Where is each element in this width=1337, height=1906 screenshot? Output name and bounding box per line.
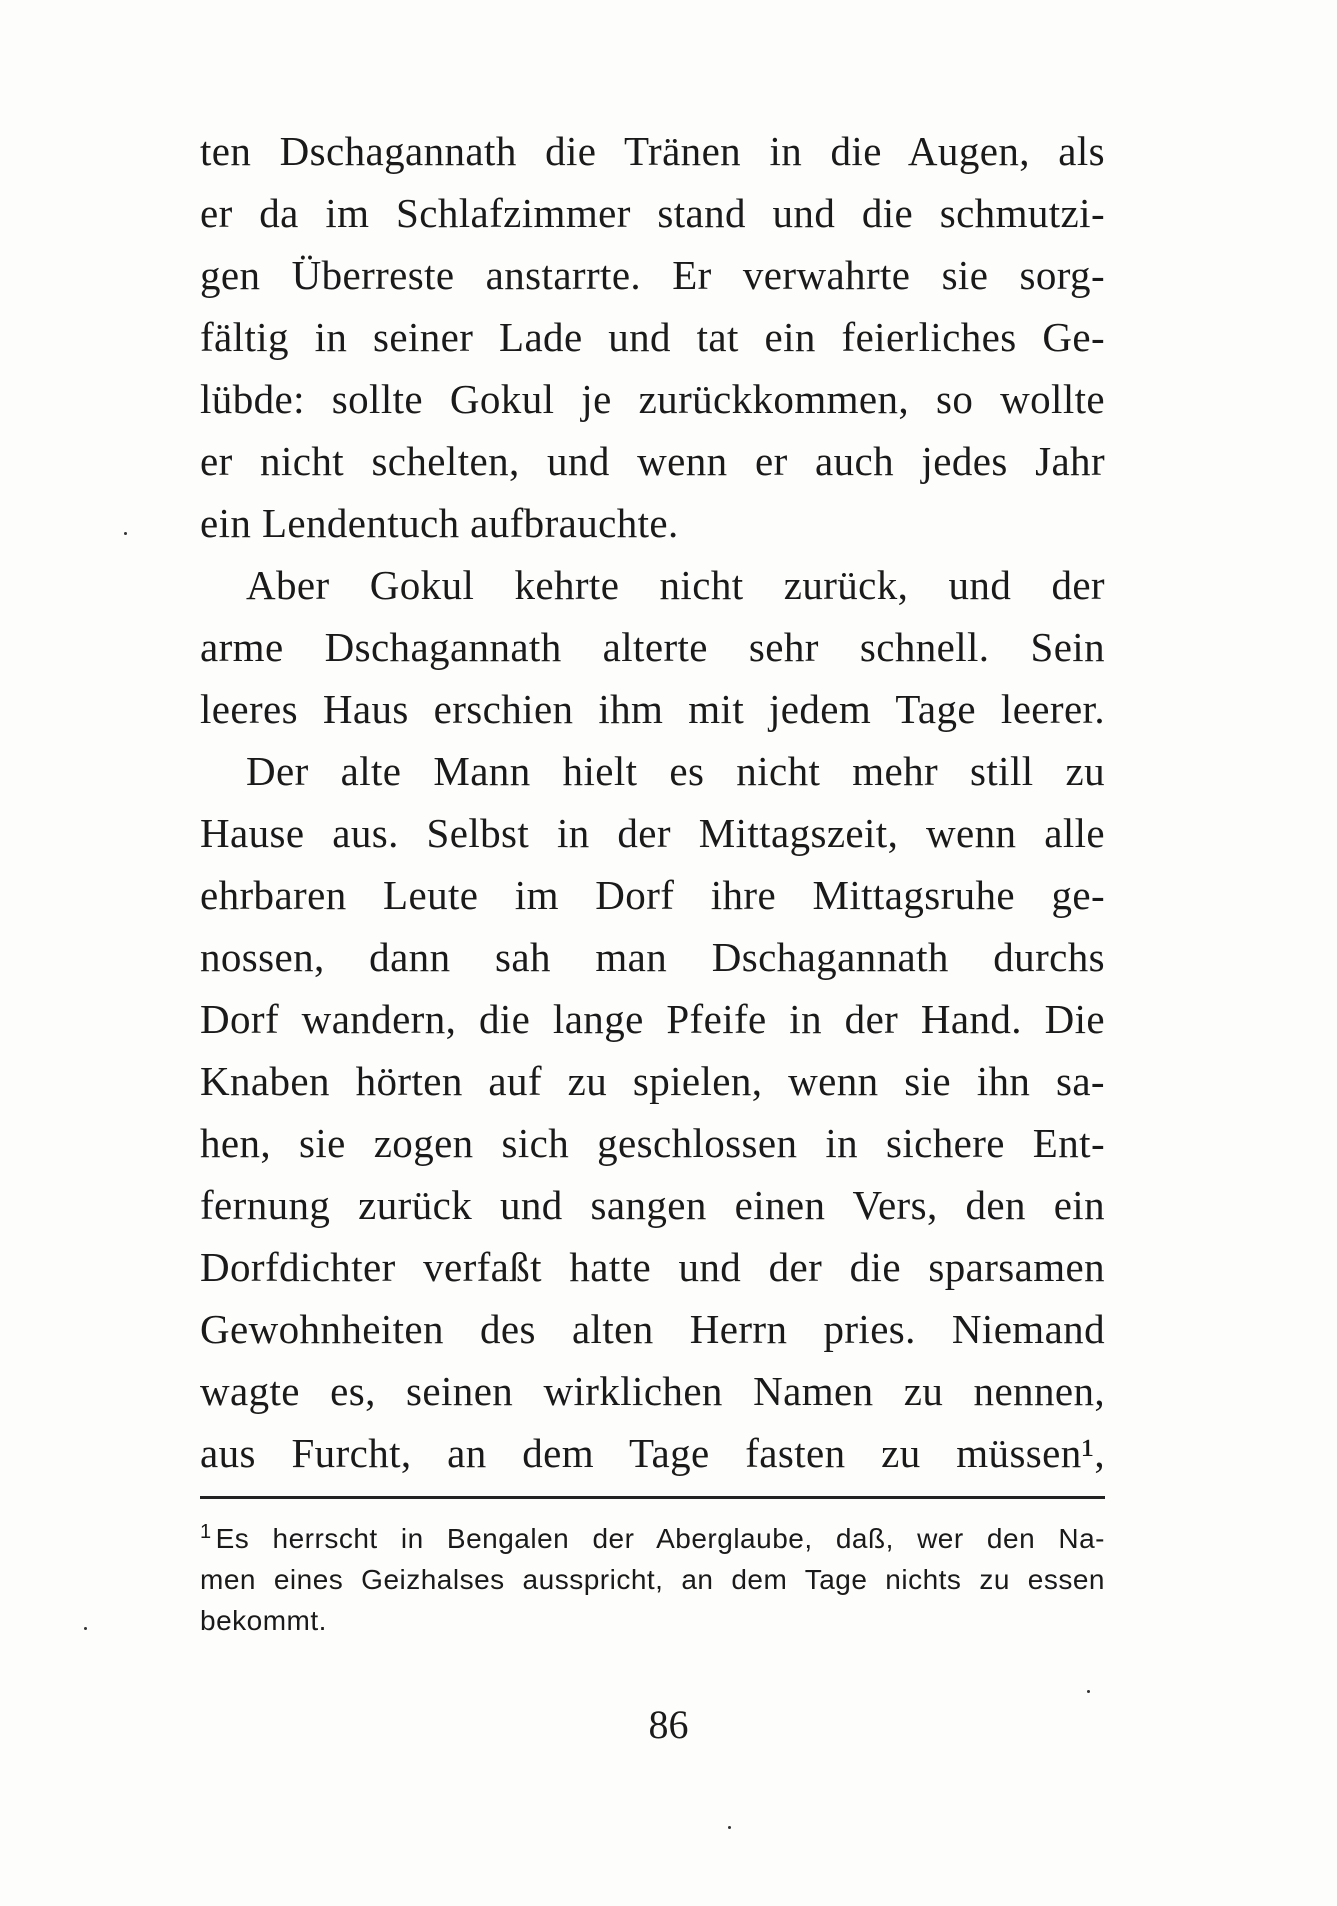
text-line: fernung zurück und sangen einen Vers, den ein (200, 1182, 1105, 1228)
text-line: er nicht schelten, und wenn er auch jedes Jahr (200, 438, 1105, 484)
text-line: Gewohnheiten des alten Herrn pries. Niemand (200, 1306, 1105, 1352)
text-line: Der alte Mann hielt es nicht mehr still zu (246, 748, 1105, 794)
text-line: ten Dschagannath die Tränen in die Augen, als (200, 128, 1105, 174)
scan-speck (1087, 1690, 1090, 1693)
footnote (200, 1518, 1105, 1641)
footnote-marker: 1 (200, 1520, 212, 1543)
text-line: Dorf wandern, die lange Pfeife in der Hand. Die (200, 996, 1105, 1042)
text-line: Knaben hörten auf zu spielen, wenn sie ihn sa- (200, 1058, 1105, 1104)
scan-speck (84, 1627, 87, 1630)
text-line: hen, sie zogen sich geschlossen in sichere Ent- (200, 1120, 1105, 1166)
text-line: wagte es, seinen wirklichen Namen zu nennen, (200, 1368, 1105, 1414)
text-line: Hause aus. Selbst in der Mittagszeit, wenn alle (200, 810, 1105, 856)
footnote-line: men eines Geizhalses ausspricht, an dem Tage nichts zu essen (200, 1564, 1105, 1595)
footnote-divider (200, 1496, 1105, 1499)
footnote-line (200, 1518, 1105, 1559)
text-line: nossen, dann sah man Dschagannath durchs (200, 934, 1105, 980)
text-line: ehrbaren Leute im Dorf ihre Mittagsruhe ge- (200, 872, 1105, 918)
scan-speck (728, 1826, 731, 1829)
text-line: er da im Schlafzimmer stand und die schmutzi- (200, 190, 1105, 236)
text-line: leeres Haus erschien ihm mit jedem Tage leerer. (200, 686, 1105, 732)
footnote-line-text: Es herrscht in Bengalen der Aberglaube, daß, wer den Na- (215, 1523, 1105, 1554)
page-number: 86 (648, 1702, 689, 1747)
text-line: lübde: sollte Gokul je zurückkommen, so wollte (200, 376, 1105, 422)
text-line: arme Dschagannath alterte sehr schnell. Sein (200, 624, 1105, 670)
text-line: Aber Gokul kehrte nicht zurück, und der (246, 562, 1105, 608)
text-line: aus Furcht, an dem Tage fasten zu müssen¹, (200, 1430, 1105, 1476)
text-line: Dorfdichter verfaßt hatte und der die sparsamen (200, 1244, 1105, 1290)
scan-speck (124, 532, 127, 535)
text-line: fältig in seiner Lade und tat ein feierliches Ge- (200, 314, 1105, 360)
body-text (200, 120, 1105, 1484)
text-line: ein Lendentuch aufbrauchte. (200, 500, 679, 546)
text-line: gen Überreste anstarrte. Er verwahrte sie sorg- (200, 252, 1105, 298)
footnote-line: bekommt. (200, 1605, 327, 1636)
